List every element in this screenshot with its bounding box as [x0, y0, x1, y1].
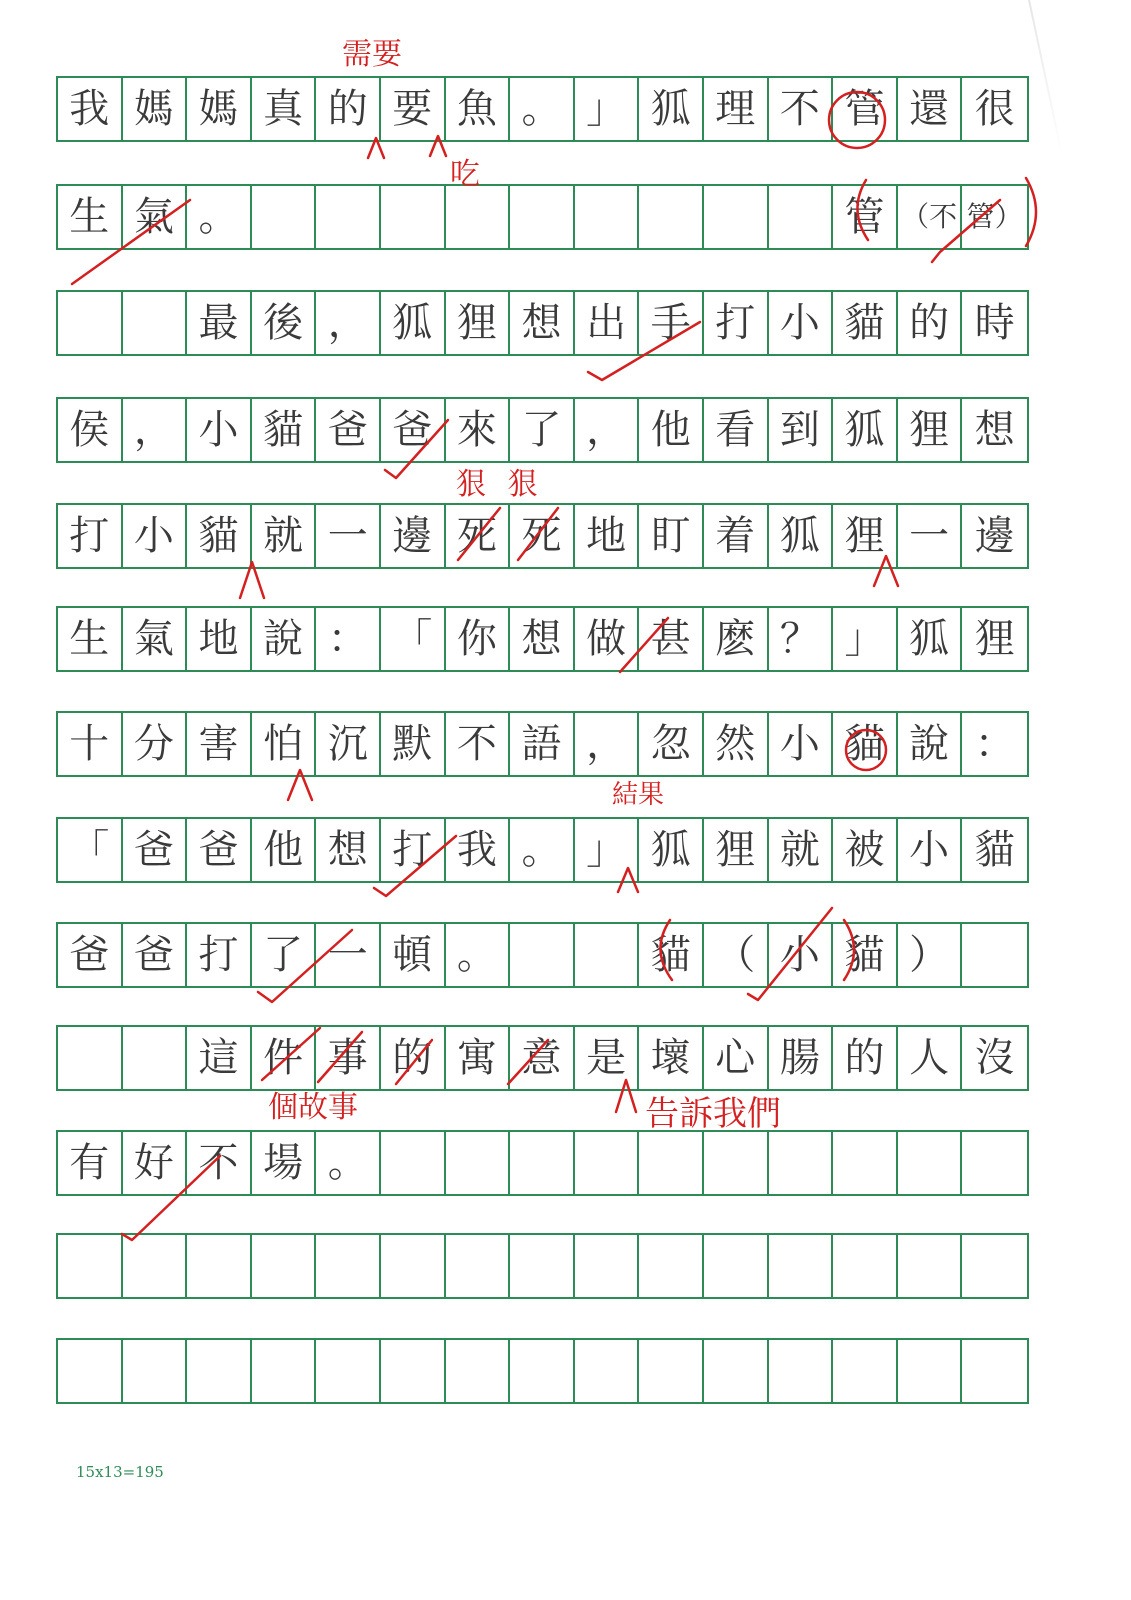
- grid-cell: 爸: [123, 819, 188, 881]
- tick-mark: [385, 420, 448, 478]
- strike-mark: [458, 508, 500, 560]
- grid-cell: 十: [58, 713, 123, 775]
- grid-cell: 說: [898, 713, 963, 775]
- grid-cell: 他: [252, 819, 317, 881]
- grid-cell: 貓: [833, 713, 898, 775]
- grid-cell: 沒: [974, 1035, 1015, 1081]
- tick-mark: [258, 930, 352, 1002]
- grid-cell: ，: [575, 399, 640, 461]
- grid-cell: 是: [575, 1027, 640, 1089]
- grid-cell: 侯: [58, 399, 123, 461]
- grid-cell: ，: [316, 292, 381, 354]
- circle-mark: [829, 92, 885, 148]
- grid-cell: ，: [575, 713, 640, 775]
- grid-cell: （不: [898, 186, 963, 248]
- grid-cell: 壞: [639, 1027, 704, 1089]
- grid-cell: 邊: [381, 505, 446, 567]
- grid-cell: 的: [898, 292, 963, 354]
- grid-cell: ？: [769, 608, 834, 670]
- grid-cell: 貓: [252, 399, 317, 461]
- grid-cell: ）: [898, 924, 963, 986]
- grid-cell: 小: [769, 713, 834, 775]
- grid-cell: 貓: [974, 827, 1015, 873]
- grid-cell: 狐: [769, 505, 834, 567]
- strike-mark: [396, 1040, 432, 1084]
- grid-cell: 我: [58, 78, 123, 140]
- grid-cell: 忽: [639, 713, 704, 775]
- grid-cell: 看: [704, 399, 769, 461]
- grid-cell: 你: [446, 608, 511, 670]
- grid-cell: 沉: [316, 713, 381, 775]
- caret-mark: [616, 1080, 636, 1112]
- grid-cell: 媽: [123, 78, 188, 140]
- correction-tells-us: 告訴我們: [645, 1094, 781, 1134]
- grid-cell: 狸: [833, 505, 898, 567]
- correction-need: 需要: [342, 37, 402, 72]
- grid-cell: 盯: [639, 505, 704, 567]
- grid-cell: 好: [123, 1132, 188, 1194]
- grid-cell: 想: [974, 407, 1015, 453]
- grid-cell: 來: [446, 399, 511, 461]
- correction-result: 結果: [612, 780, 665, 810]
- grid-cell: 要: [381, 78, 446, 140]
- grid-cell: 媽: [187, 78, 252, 140]
- grid-cell: 打: [381, 819, 446, 881]
- grid-cell: 爸: [316, 399, 381, 461]
- correction-eat: 吃: [450, 157, 480, 192]
- grid-cell: 打: [187, 924, 252, 986]
- strike-mark: [262, 1028, 320, 1080]
- strike-mark: [508, 1040, 548, 1084]
- grid-cell: 分: [123, 713, 188, 775]
- grid-cell: 狸: [974, 616, 1015, 662]
- grid-cell: 的: [833, 1027, 898, 1089]
- grid-cell: 說: [252, 608, 317, 670]
- grid-cell: 就: [252, 505, 317, 567]
- grid-cell: 我: [446, 819, 511, 881]
- grid-count: 15x13=195: [76, 1463, 164, 1481]
- correction-story: 個故事: [268, 1090, 358, 1125]
- grid-cell: 氣: [123, 608, 188, 670]
- grid-cell: ，: [123, 399, 188, 461]
- grid-cell: 他: [639, 399, 704, 461]
- grid-cell: 意: [510, 1027, 575, 1089]
- tick-mark: [122, 1156, 220, 1240]
- grid-cell: 後: [252, 292, 317, 354]
- grid-cell: 魚: [446, 78, 511, 140]
- grid-cell: 打: [58, 505, 123, 567]
- grid-cell: 小: [187, 399, 252, 461]
- grid-cell: 管: [833, 186, 898, 248]
- strike-mark: [620, 618, 668, 672]
- grid-cell: 了: [252, 924, 317, 986]
- grid-cell: 事: [316, 1027, 381, 1089]
- grid-cell: 的: [381, 1027, 446, 1089]
- grid-cell: 。: [510, 819, 575, 881]
- grid-cell: 很: [974, 86, 1015, 132]
- tick-mark: [72, 200, 190, 284]
- grid-cell: 着: [704, 505, 769, 567]
- grid-cell: 邊: [974, 513, 1015, 559]
- grid-cell: 被: [833, 819, 898, 881]
- caret-mark: [288, 770, 312, 800]
- grid-cell: 做: [575, 608, 640, 670]
- grid-cell: 然: [704, 713, 769, 775]
- grid-cell: 理: [704, 78, 769, 140]
- grid-cell: 爸: [381, 399, 446, 461]
- grid-cell: 語: [510, 713, 575, 775]
- grid-cell: 甚: [639, 608, 704, 670]
- grid-cell: 頓: [381, 924, 446, 986]
- grid-cell: 管: [833, 78, 898, 140]
- grid-cell: 。: [510, 78, 575, 140]
- grid-cell: 生: [58, 186, 123, 248]
- grid-cell: 小: [123, 505, 188, 567]
- grid-cell: 爸: [123, 924, 188, 986]
- grid-cell: 管）: [966, 200, 1023, 233]
- grid-cell: 死: [510, 505, 575, 567]
- grid-cell: 小: [769, 292, 834, 354]
- grid-cell: 」: [575, 819, 640, 881]
- caret-mark: [430, 136, 446, 156]
- grid-cell: 真: [252, 78, 317, 140]
- grid-cell: 害: [187, 713, 252, 775]
- grid-cell: 「: [381, 608, 446, 670]
- paren-mark: [857, 180, 868, 240]
- grid-cell: 就: [769, 819, 834, 881]
- grid-cell: 狐: [381, 292, 446, 354]
- grid-cell: 狸: [704, 819, 769, 881]
- grid-cell: 一: [316, 505, 381, 567]
- grid-cell: 貓: [639, 924, 704, 986]
- grid-cell: 「: [58, 819, 123, 881]
- grid-cell: 了: [510, 399, 575, 461]
- grid-cell: 寓: [446, 1027, 511, 1089]
- grid-cell: 有: [58, 1132, 123, 1194]
- caret-mark: [874, 556, 898, 586]
- grid-cell: 件: [252, 1027, 317, 1089]
- grid-cell: 」: [575, 78, 640, 140]
- caret-mark: [368, 138, 384, 158]
- grid-cell: ：: [316, 608, 381, 670]
- grid-cell: 小: [898, 819, 963, 881]
- grid-cell: 。: [187, 186, 252, 248]
- grid-cell: 場: [252, 1132, 317, 1194]
- grid-cell: 貓: [833, 292, 898, 354]
- grid-cell: 狸: [446, 292, 511, 354]
- caret-mark: [240, 562, 264, 598]
- grid-cell: 打: [704, 292, 769, 354]
- grid-cell: 不: [446, 713, 511, 775]
- grid-cell: 想: [316, 819, 381, 881]
- grid-cell: 。: [446, 924, 511, 986]
- grid-cell: 爸: [58, 924, 123, 986]
- grid-cell: 人: [898, 1027, 963, 1089]
- grid-cell: 最: [187, 292, 252, 354]
- grid-cell: 時: [974, 300, 1015, 346]
- grid-cell: 狐: [898, 608, 963, 670]
- correction-fiercely: 狠 狠: [456, 467, 544, 502]
- grid-cell: 默: [381, 713, 446, 775]
- grid-cell: 心: [704, 1027, 769, 1089]
- paren-mark: [660, 920, 672, 980]
- grid-cell: 狐: [639, 78, 704, 140]
- circle-mark: [846, 730, 886, 770]
- grid-cell: 麽: [704, 608, 769, 670]
- grid-cell: 怕: [252, 713, 317, 775]
- grid-cell: 小: [769, 924, 834, 986]
- grid-cell: 狐: [833, 399, 898, 461]
- grid-cell: 地: [187, 608, 252, 670]
- paren-mark: [844, 920, 854, 980]
- strike-mark: [318, 1032, 362, 1082]
- grid-cell: ：: [974, 721, 1015, 767]
- grid-cell: 」: [833, 608, 898, 670]
- grid-cell: 死: [446, 505, 511, 567]
- grid-cell: 想: [510, 292, 575, 354]
- grid-cell: 想: [510, 608, 575, 670]
- caret-mark: [618, 868, 638, 892]
- tick-mark: [748, 908, 832, 1000]
- paren-mark: [1026, 178, 1036, 246]
- grid-cell: 狸: [898, 399, 963, 461]
- grid-cell: 爸: [187, 819, 252, 881]
- grid-cell: （: [704, 924, 769, 986]
- grid-cell: 狐: [639, 819, 704, 881]
- grid-cell: 。: [316, 1132, 381, 1194]
- grid-cell: 出: [575, 292, 640, 354]
- grid-cell: 生: [58, 608, 123, 670]
- grid-cell: 手: [639, 292, 704, 354]
- grid-cell: 貓: [833, 924, 898, 986]
- tick-mark: [932, 200, 1000, 262]
- grid-cell: 一: [898, 505, 963, 567]
- tick-mark: [588, 322, 700, 380]
- grid-cell: 地: [575, 505, 640, 567]
- grid-cell: 腸: [769, 1027, 834, 1089]
- grid-cell: 還: [898, 78, 963, 140]
- grid-cell: 貓: [187, 505, 252, 567]
- grid-cell: 不: [187, 1132, 252, 1194]
- grid-cell: 不: [769, 78, 834, 140]
- grid-cell: 的: [316, 78, 381, 140]
- strike-mark: [518, 508, 558, 560]
- grid-cell: 這: [187, 1027, 252, 1089]
- grid-cell: 一: [316, 924, 381, 986]
- grid-cell: 到: [769, 399, 834, 461]
- grid-cell: 氣: [123, 186, 188, 248]
- tick-mark: [374, 836, 456, 896]
